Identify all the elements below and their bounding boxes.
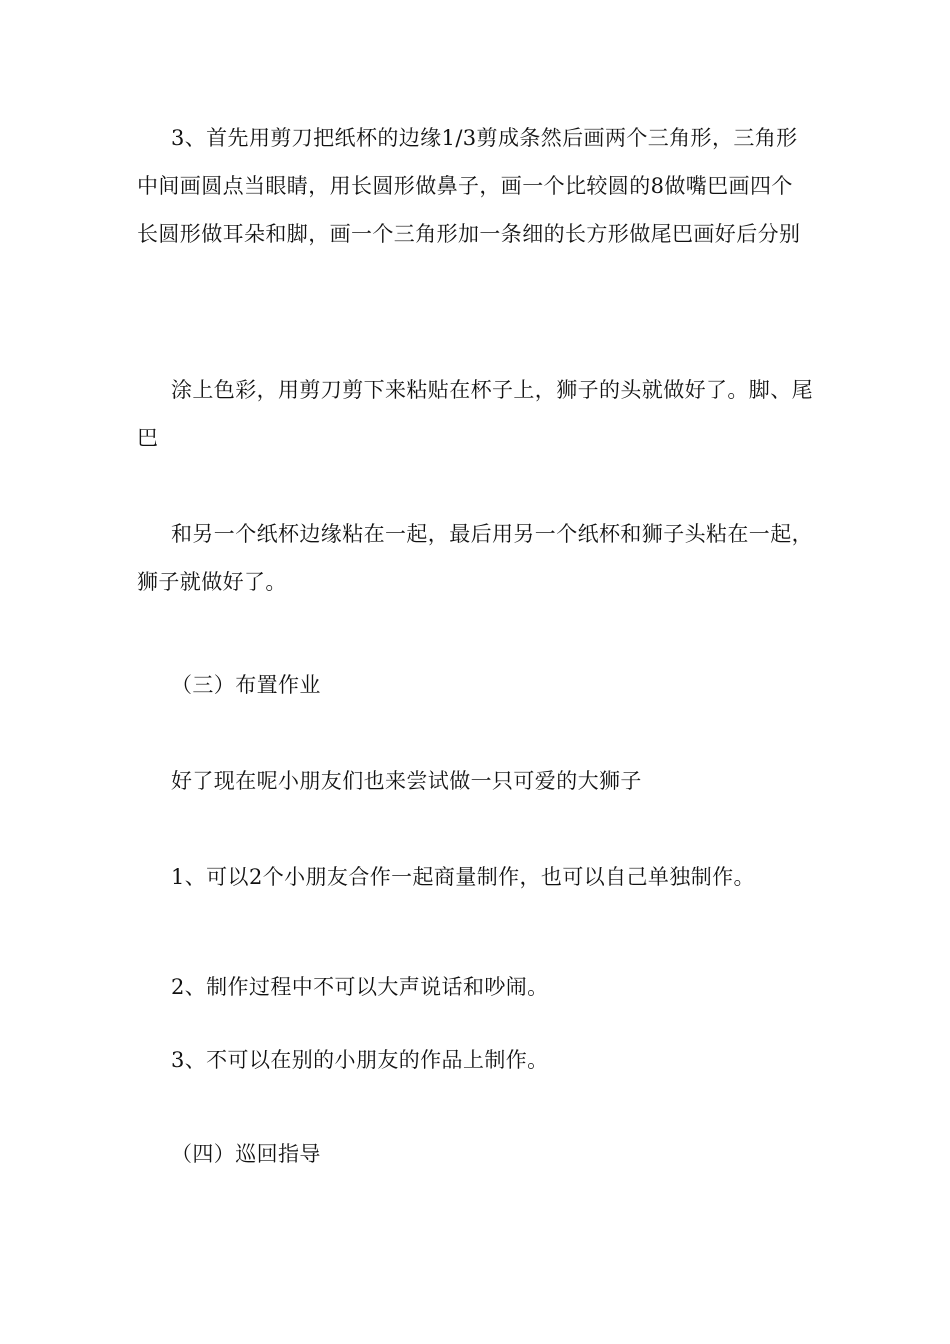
rule-item-2: 2、制作过程中不可以大声说话和吵闹。 xyxy=(171,975,549,999)
paragraph-homework-intro: 好了现在呢小朋友们也来尝试做一只可爱的大狮子 xyxy=(171,769,642,793)
section-heading-homework: （三）布置作业 xyxy=(171,673,321,697)
rule-item-3: 3、不可以在别的小朋友的作品上制作。 xyxy=(171,1048,549,1072)
paragraph-coloring: 涂上色彩，用剪刀剪下来粘贴在杯子上，狮子的头就做好了。脚、尾巴 xyxy=(137,378,813,450)
section-heading-guidance: （四）巡回指导 xyxy=(171,1142,321,1166)
paragraph-step-3-instructions: 3、首先用剪刀把纸杯的边缘1/3剪成条然后画两个三角形，三角形中间画圆点当眼睛，用长圆形做鼻子，画一个比较圆的8做嘴巴画四个长圆形做耳朵和脚，画一个三角形加一条细的长方形做尾巴画好后分别 xyxy=(137,126,801,246)
rule-item-1: 1、可以2个小朋友合作一起商量制作，也可以自己单独制作。 xyxy=(171,865,755,889)
paragraph-assembly: 和另一个纸杯边缘粘在一起，最后用另一个纸杯和狮子头粘在一起，狮子就做好了。 xyxy=(137,522,813,594)
